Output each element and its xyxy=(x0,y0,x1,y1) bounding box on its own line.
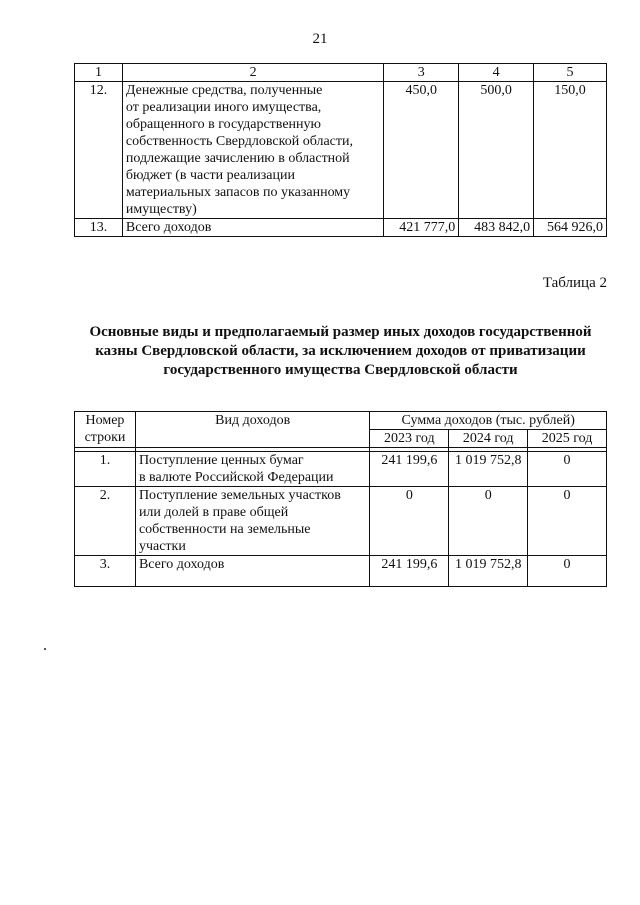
value-cell: 150,0 xyxy=(534,82,607,219)
description-line: Поступление ценных бумаг xyxy=(138,453,304,468)
description-line: подлежащие зачислению в областной xyxy=(125,151,350,166)
value-cell: 483 842,0 xyxy=(459,219,534,237)
description-line: или долей в праве общей xyxy=(138,505,289,520)
description-line: имуществу) xyxy=(125,202,197,217)
header-sum: Сумма доходов (тыс. рублей) xyxy=(370,412,607,430)
table-row xyxy=(75,452,607,487)
value-cell: 241 199,6 xyxy=(370,452,449,487)
description-line: обращенного в государственную xyxy=(125,117,321,132)
table-row xyxy=(75,82,607,219)
header-cell: 1 xyxy=(75,64,123,82)
value-cell: 450,0 xyxy=(384,82,459,219)
value-cell: 564 926,0 xyxy=(534,219,607,237)
row-number: 3. xyxy=(75,556,136,587)
stray-mark xyxy=(44,648,46,650)
description-line: от реализации иного имущества, xyxy=(125,100,322,115)
row-description xyxy=(122,219,383,237)
description-line: Всего доходов xyxy=(138,557,225,572)
title-line: государственного имущества Свердловской области xyxy=(163,362,518,378)
table-header-row xyxy=(75,64,607,82)
description-line: Поступление земельных участков xyxy=(138,488,341,503)
header-year: 2023 год xyxy=(370,430,449,448)
title-line: Основные виды и предполагаемый размер иных доходов государственной xyxy=(89,324,592,340)
header-cell: 3 xyxy=(384,64,459,82)
row-number: 12. xyxy=(75,82,123,219)
header-year: 2025 год xyxy=(528,430,607,448)
header-row-number xyxy=(75,412,136,448)
description-line: собственность Свердловской области, xyxy=(125,134,353,149)
table-row xyxy=(75,487,607,556)
other-revenue-table xyxy=(74,411,607,587)
row-number: 1. xyxy=(75,452,136,487)
header-kind: Вид доходов xyxy=(135,412,369,448)
table-row-total xyxy=(75,556,607,587)
row-description xyxy=(135,487,369,556)
description-line: участки xyxy=(138,539,186,554)
description-line: Денежные средства, полученные xyxy=(125,83,323,98)
row-number: 13. xyxy=(75,219,123,237)
value-cell: 0 xyxy=(528,487,607,556)
description-line: материальных запасов по указанному xyxy=(125,185,351,200)
header-cell: 4 xyxy=(459,64,534,82)
value-cell: 0 xyxy=(449,487,528,556)
row-number: 2. xyxy=(75,487,136,556)
header-cell: 2 xyxy=(122,64,383,82)
page-number: 21 xyxy=(312,31,328,47)
table-row-total xyxy=(75,219,607,237)
header-year: 2024 год xyxy=(449,430,528,448)
row-description xyxy=(135,452,369,487)
description-line: собственности на земельные xyxy=(138,522,311,537)
title-line: казны Свердловской области, за исключением доходов от приватизации xyxy=(95,343,586,359)
value-cell: 0 xyxy=(370,487,449,556)
header-line: Номер xyxy=(85,413,125,428)
revenue-table-continued xyxy=(74,63,607,237)
table-label: Таблица 2 xyxy=(542,275,607,291)
table-header-row xyxy=(75,412,607,430)
description-line: бюджет (в части реализации xyxy=(125,168,295,183)
row-description xyxy=(122,82,383,219)
value-cell: 1 019 752,8 xyxy=(449,452,528,487)
value-cell: 0 xyxy=(528,452,607,487)
header-line: строки xyxy=(84,430,126,445)
value-cell: 241 199,6 xyxy=(370,556,449,587)
header-cell: 5 xyxy=(534,64,607,82)
value-cell: 1 019 752,8 xyxy=(449,556,528,587)
row-description xyxy=(135,556,369,587)
value-cell: 0 xyxy=(528,556,607,587)
table-title xyxy=(74,323,607,380)
value-cell: 500,0 xyxy=(459,82,534,219)
value-cell: 421 777,0 xyxy=(384,219,459,237)
description-line: Всего доходов xyxy=(125,220,212,235)
description-line: в валюте Российской Федерации xyxy=(138,470,334,485)
